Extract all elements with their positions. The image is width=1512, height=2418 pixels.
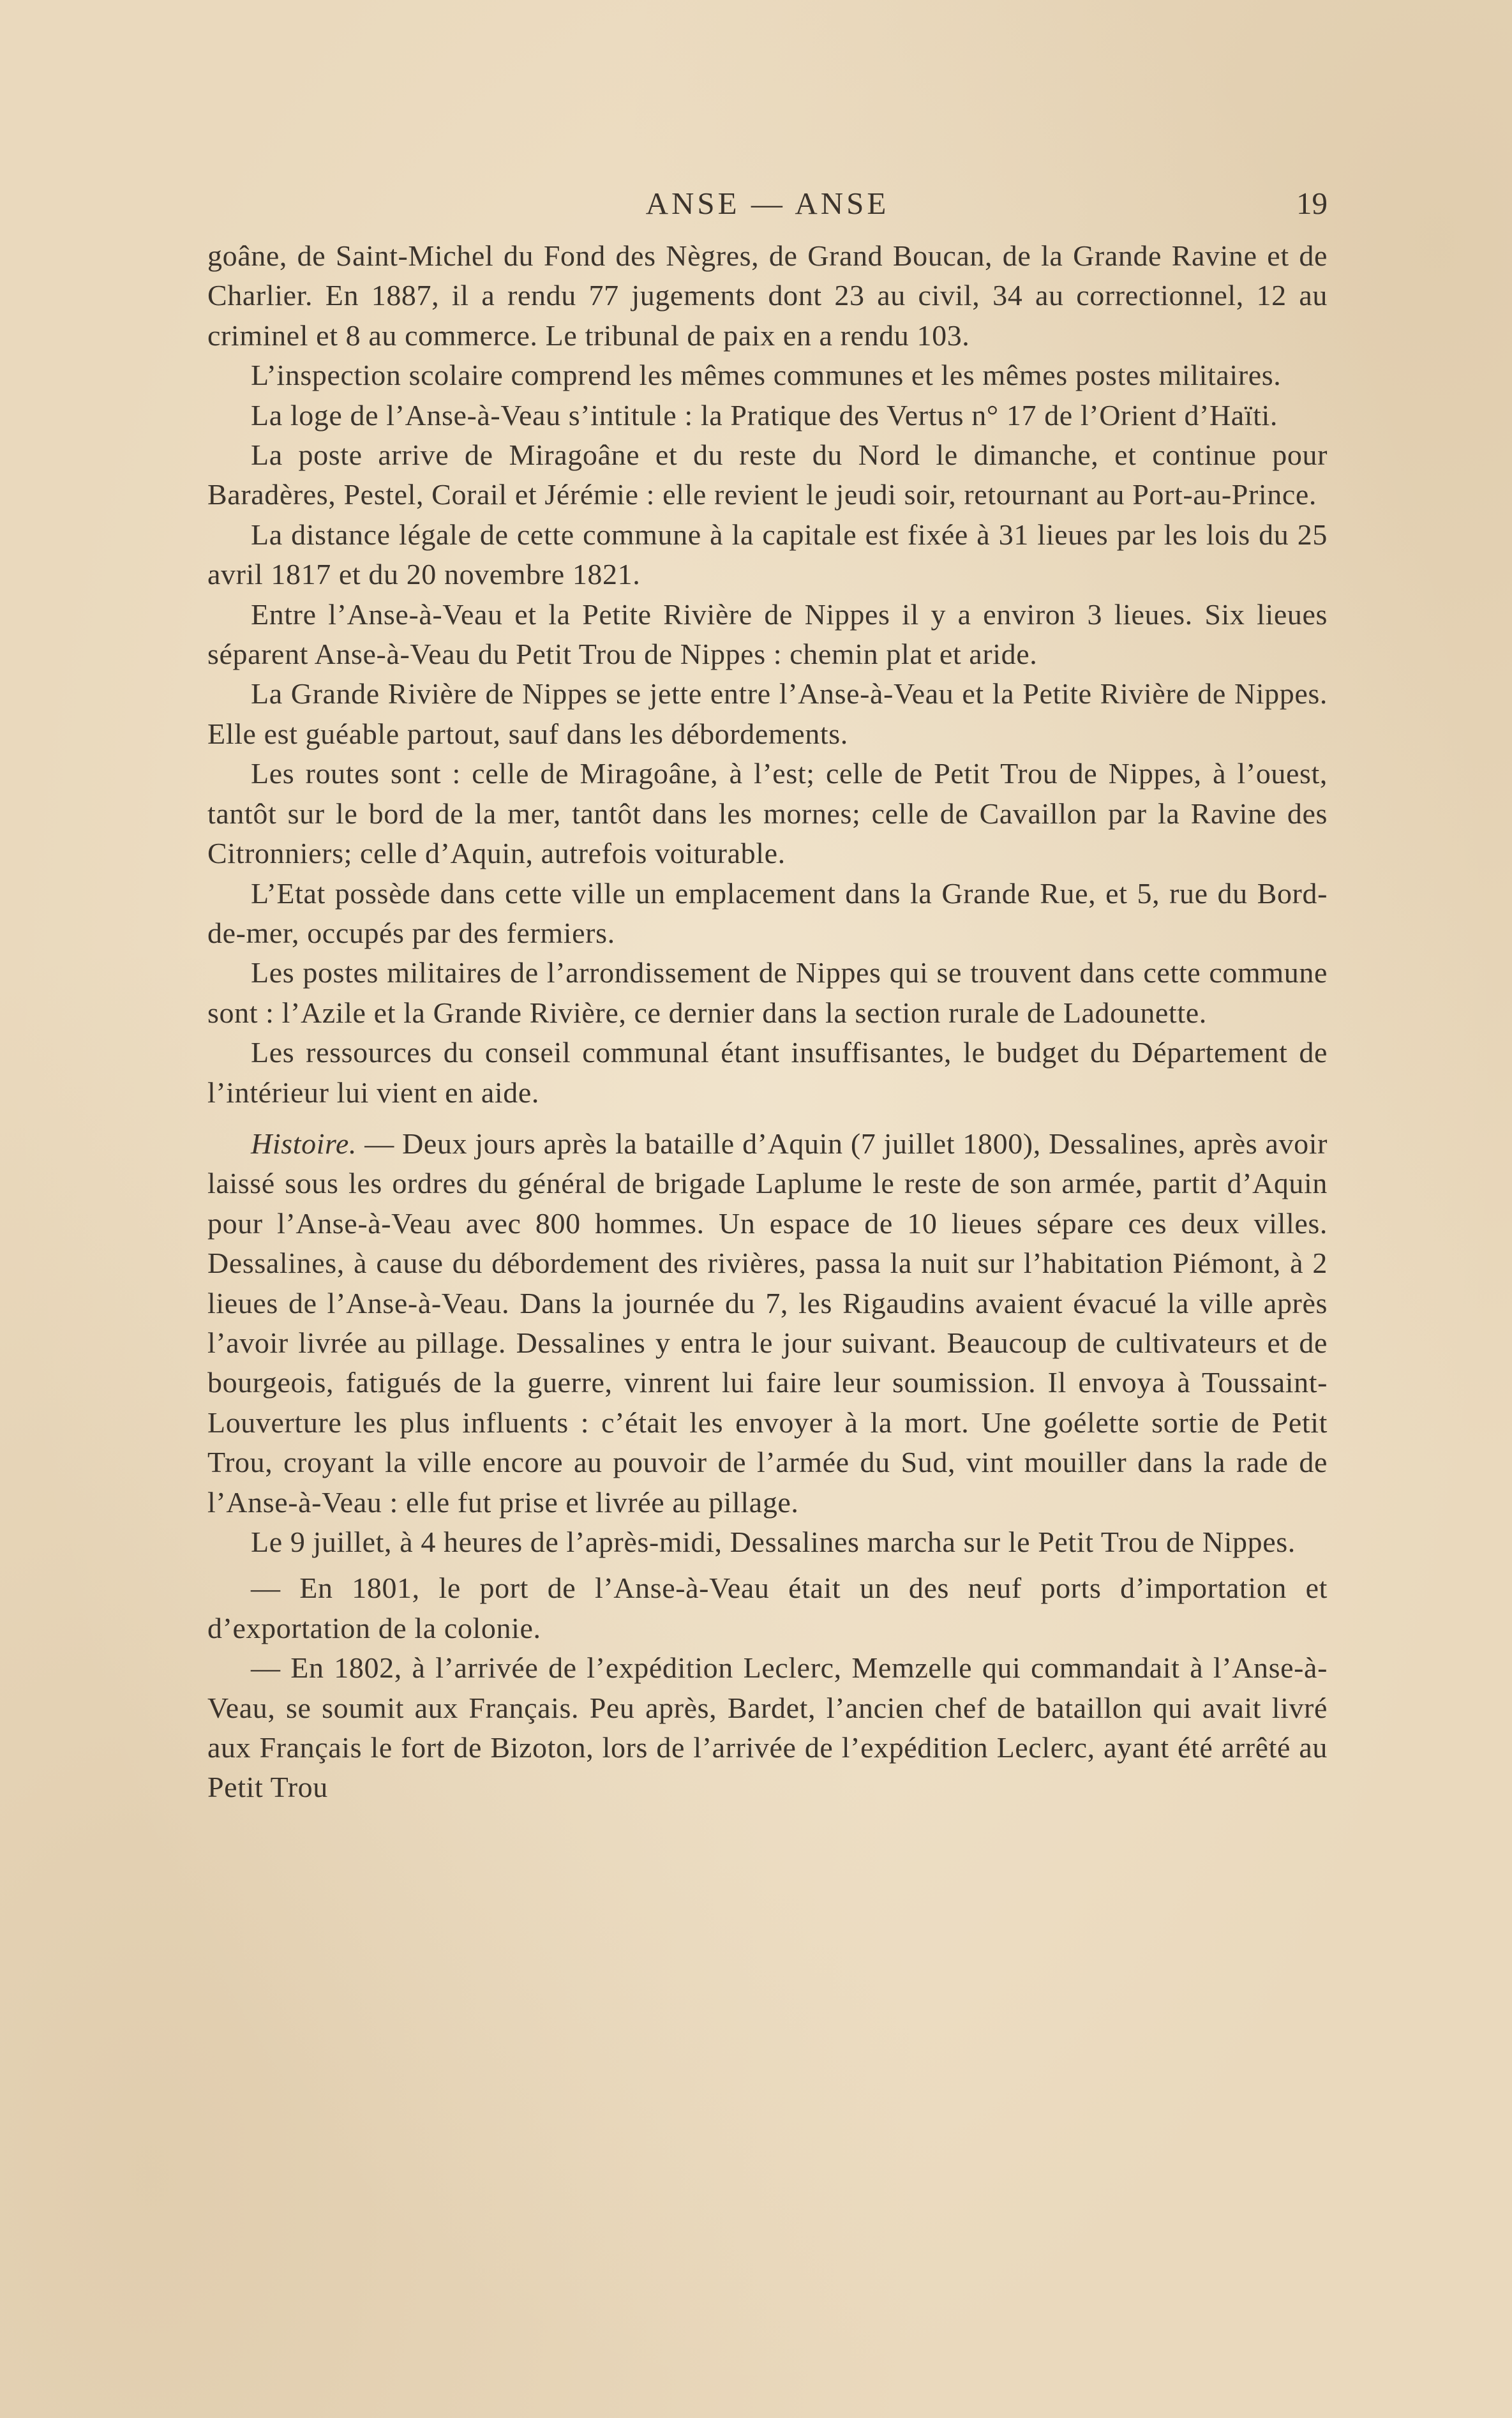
history-paragraph: — En 1801, le port de l’Anse-à-Veau était un des neuf ports d’importation et d’exportation de la colonie. — [207, 1572, 1328, 1644]
paragraph: La loge de l’Anse-à-Veau s’intitule : la Pratique des Vertus n° 17 de l’Orient d’Haïti. — [251, 398, 1278, 432]
paragraph: Les postes militaires de l’arrondissement de Nippes qui se trouvent dans cette commune sont : l’Azile et la Grande Rivière, ce dernier dans la section rurale de Ladounette. — [207, 956, 1328, 1029]
paragraph: La Grande Rivière de Nippes se jette entre l’Anse-à-Veau et la Petite Rivière de Nippes. Elle est guéable partout, sauf dans les débordements. — [207, 677, 1328, 750]
paragraph: Les routes sont : celle de Miragoâne, à l’est; celle de Petit Trou de Nippes, à l’ouest, tantôt sur le bord de la mer, tantôt dans les mornes; celle de Cavaillon par la Ravine des Citronniers; celle d’Aquin, autrefois voiturable. — [207, 757, 1328, 870]
history-paragraph: — En 1802, à l’arrivée de l’expédition Leclerc, Memzelle qui commandait à l’Anse-à-Veau, se soumit aux Français. Peu après, Bardet, l’ancien chef de bataillon qui avait livré aux Français le fort de Bizoton, lors de l’arrivée de l’expédition Leclerc, ayant été arrêté au Petit Trou — [207, 1651, 1328, 1804]
body-text — [207, 236, 1328, 1808]
paragraph: goâne, de Saint-Michel du Fond des Nègres, de Grand Boucan, de la Grande Ravine et de Charlier. En 1887, il a rendu 77 jugements dont 23 au civil, 34 au correctionnel, 12 au criminel et 8 au commerce. Le tribunal de paix en a rendu 103. — [207, 239, 1328, 352]
history-paragraph — [207, 1124, 1328, 1522]
history-label: Histoire. — [251, 1127, 357, 1160]
page-number: 19 — [1296, 186, 1328, 221]
running-title: ANSE — ANSE — [645, 186, 890, 221]
paragraph: La distance légale de cette commune à la capitale est fixée à 31 lieues par les lois du 25 avril 1817 et du 20 novembre 1821. — [207, 518, 1328, 591]
page-header — [207, 172, 1328, 230]
paragraph: L’Etat possède dans cette ville un emplacement dans la Grande Rue, et 5, rue du Bord-de-mer, occupés par des fermiers. — [207, 876, 1328, 949]
paragraph: Entre l’Anse-à-Veau et la Petite Rivière de Nippes il y a environ 3 lieues. Six lieues séparent Anse-à-Veau du Petit Trou de Nippes : chemin plat et aride. — [207, 597, 1328, 671]
paragraph: La poste arrive de Miragoâne et du reste du Nord le dimanche, et continue pour Baradères, Pestel, Corail et Jérémie : elle revient le jeudi soir, retournant au Port-au-Prince. — [207, 439, 1328, 511]
paragraph: Les ressources du conseil communal étant insuffisantes, le budget du Département de l’intérieur lui vient en aide. — [207, 1036, 1328, 1109]
history-paragraph: Le 9 juillet, à 4 heures de l’après-midi, Dessalines marcha sur le Petit Trou de Nippes. — [251, 1526, 1296, 1558]
paragraph: L’inspection scolaire comprend les mêmes communes et les mêmes postes militaires. — [251, 359, 1282, 392]
history-text: — Deux jours après la bataille d’Aquin (7 juillet 1800), Dessalines, après avoir laissé sous les ordres du général de brigade Laplume le reste de son armée, partit d’Aquin pour l’Anse-à-Veau avec 800 hommes. Un espace de 10 lieues sépare ces deux villes. Dessalines, à cause du débordement des rivières, passa la nuit sur l’habitation Piémont, à 2 lieues de l’Anse-à-Veau. Dans la journée du 7, les Rigaudins avaient évacué la ville après l’avoir livrée au pillage. Dessalines y entra le jour suivant. Beaucoup de cultivateurs et de bourgeois, fatigués de la guerre, vinrent lui faire leur soumission. Il envoya à Toussaint-Louverture les plus influents : c’était les envoyer à la mort. Une goélette sortie de Petit Trou, croyant la ville encore au pouvoir de l’armée du Sud, vint mouiller dans la rade de l’Anse-à-Veau : elle fut prise et livrée au pillage. — [207, 1127, 1328, 1519]
